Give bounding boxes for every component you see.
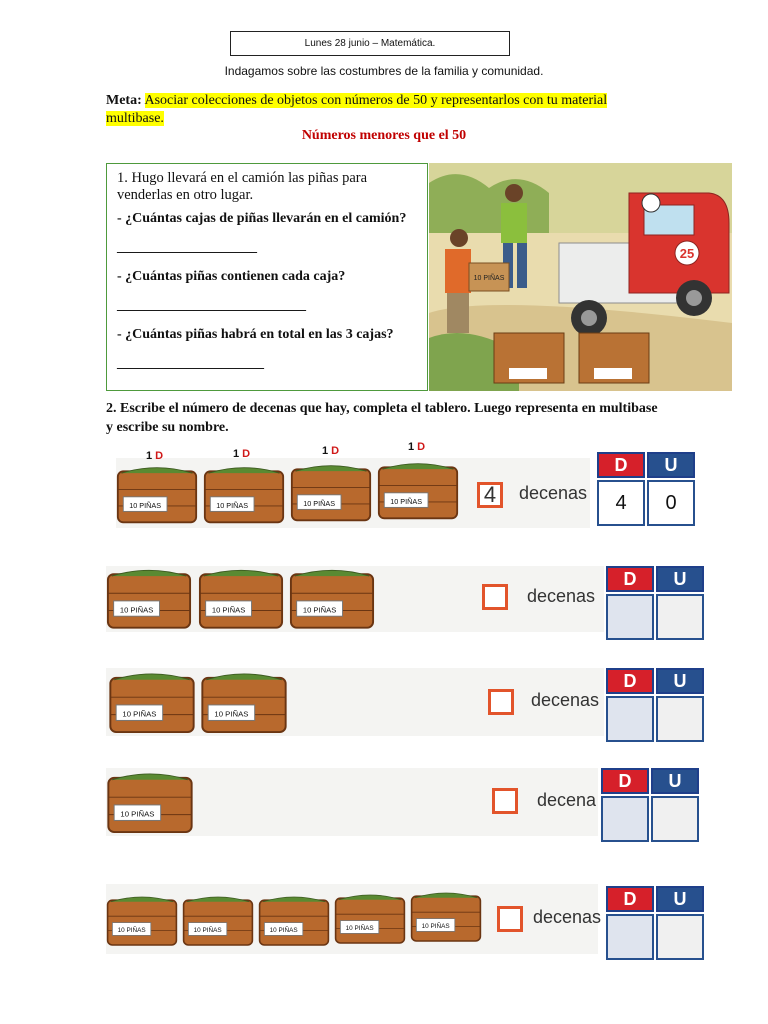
column-u-header: U [656, 668, 704, 694]
row-4-place-value-board [601, 768, 701, 844]
crate [377, 460, 459, 522]
question-total-pineapples: - ¿Cuántas piñas habrá en total en las 3 cajas? _____________________ [117, 327, 394, 371]
section-title: Números menores que el 50 [301, 128, 467, 143]
decena-label-4: 1 D [408, 441, 426, 453]
problem-1-box [106, 163, 428, 391]
row-3-answer-box[interactable] [488, 689, 514, 715]
crate [410, 886, 482, 948]
row-5-u-cell[interactable] [656, 914, 704, 960]
svg-text:10 PIÑAS: 10 PIÑAS [211, 605, 246, 615]
row-1-decenas-word: decenas [519, 483, 588, 503]
goal-text: Asociar colecciones de objetos con números de 50 y representarlos con tu material multibase. [106, 93, 608, 126]
decena-label-2: 1 D [233, 448, 251, 460]
row-1-answer-box[interactable]: 4 [477, 482, 503, 508]
column-u-header: U [656, 566, 704, 592]
column-u-header: U [647, 452, 695, 478]
svg-text:10 PIÑAS: 10 PIÑAS [119, 605, 154, 615]
scene-crate-label: 10 PIÑAS [473, 275, 505, 282]
goal-paragraph [106, 92, 666, 128]
goal-label: Meta: [106, 93, 142, 108]
row-4-u-cell[interactable] [651, 796, 699, 842]
svg-text:10 PIÑAS: 10 PIÑAS [129, 500, 162, 510]
answer-line-pineapples-per-box: ___________________________ [117, 298, 306, 313]
date-text: Lunes 28 junio – Matemática. [304, 38, 436, 49]
column-d-header: D [606, 566, 654, 592]
crate [289, 568, 375, 630]
svg-text:10 PIÑAS: 10 PIÑAS [216, 500, 249, 510]
date-box [230, 31, 510, 56]
crate [290, 462, 372, 524]
row-3-d-cell[interactable] [606, 696, 654, 742]
column-u-header: U [656, 886, 704, 912]
row-1-d-cell[interactable]: 4 [597, 480, 645, 526]
crate [203, 464, 285, 526]
svg-text:10 PIÑAS: 10 PIÑAS [117, 927, 146, 935]
row-3-decenas-word: decenas [531, 690, 600, 710]
svg-text:10 PIÑAS: 10 PIÑAS [345, 925, 374, 933]
crate [258, 890, 330, 952]
svg-text:10 PIÑAS: 10 PIÑAS [269, 927, 298, 935]
crate [198, 568, 284, 630]
row-4-d-cell[interactable] [601, 796, 649, 842]
row-4-decena-word: decena [537, 790, 597, 810]
decena-label-1: 1 D [146, 450, 164, 462]
column-d-header: D [597, 452, 645, 478]
problem-2-instruction: 2. Escribe el número de decenas que hay, completa el tablero. Luego representa en multibase y escribe su nombre. [106, 401, 658, 435]
problem-1-intro: 1. Hugo llevará en el camión las piñas para venderlas en otro lugar. [117, 170, 368, 203]
crate [106, 772, 194, 834]
svg-text:10 PIÑAS: 10 PIÑAS [120, 809, 155, 819]
row-3-place-value-board [606, 668, 706, 744]
row-5-decenas-word: decenas [533, 907, 602, 927]
crate [108, 672, 196, 734]
svg-text:10 PIÑAS: 10 PIÑAS [302, 605, 337, 615]
question-boxes-count: - ¿Cuántas cajas de piñas llevarán en el camión? ____________________ [117, 211, 407, 255]
column-d-header: D [601, 768, 649, 794]
decena-label-3: 1 D [322, 445, 340, 457]
crate [116, 464, 198, 526]
row-5-place-value-board [606, 886, 706, 962]
row-2-answer-box[interactable] [482, 584, 508, 610]
crate [106, 890, 178, 952]
svg-text:10 PIÑAS: 10 PIÑAS [122, 709, 157, 719]
svg-text:10 PIÑAS: 10 PIÑAS [214, 709, 249, 719]
crate [334, 888, 406, 950]
row-3-u-cell[interactable] [656, 696, 704, 742]
row-5-d-cell[interactable] [606, 914, 654, 960]
subtitle: Indagamos sobre las costumbres de la familia y comunidad. [224, 64, 544, 78]
crate [200, 672, 288, 734]
crate [106, 568, 192, 630]
row-2-d-cell[interactable] [606, 594, 654, 640]
row-2-place-value-board [606, 566, 706, 642]
question-pineapples-per-box: - ¿Cuántas piñas contienen cada caja? [117, 269, 346, 284]
row-4-answer-box[interactable] [492, 788, 518, 814]
svg-text:10 PIÑAS: 10 PIÑAS [303, 498, 336, 508]
row-5-answer-box[interactable] [497, 906, 523, 932]
row-1-u-cell[interactable]: 0 [647, 480, 695, 526]
truck-number: 25 [679, 246, 695, 261]
row-1-place-value-board [597, 452, 697, 528]
row-2-u-cell[interactable] [656, 594, 704, 640]
crate [182, 890, 254, 952]
svg-text:10 PIÑAS: 10 PIÑAS [390, 496, 423, 506]
svg-text:10 PIÑAS: 10 PIÑAS [193, 927, 222, 935]
column-d-header: D [606, 886, 654, 912]
truck-scene-illustration [429, 163, 732, 391]
column-u-header: U [651, 768, 699, 794]
row-2-decenas-word: decenas [527, 586, 596, 606]
column-d-header: D [606, 668, 654, 694]
svg-text:10 PIÑAS: 10 PIÑAS [421, 923, 450, 931]
